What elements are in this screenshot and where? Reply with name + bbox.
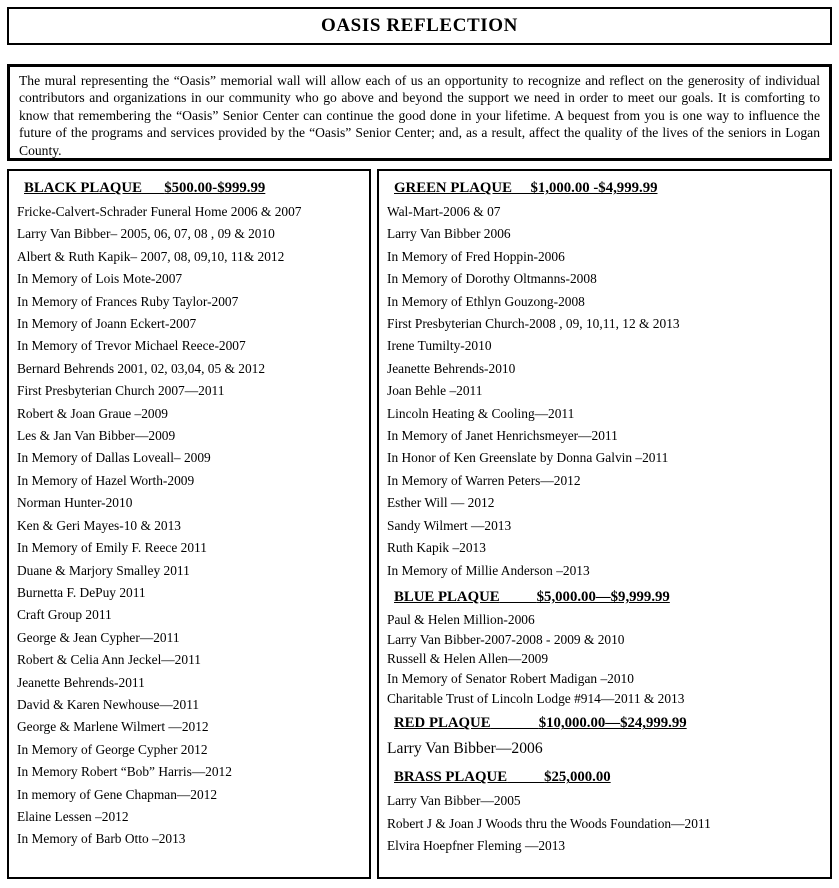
plaque-item: Ken & Geri Mayes-10 & 2013 — [17, 517, 182, 533]
plaque-item: First Presbyterian Church 2007—2011 — [17, 383, 225, 399]
heading-spacer — [512, 180, 531, 196]
plaque-item: In Memory of Millie Anderson –2013 — [387, 562, 590, 578]
plaque-item: Ruth Kapik –2013 — [387, 540, 486, 556]
plaque-item: In Memory of Senator Robert Madigan –2010 — [387, 671, 634, 687]
heading-spacer — [491, 715, 539, 731]
section-range: $5,000.00—$9,999.99 — [536, 588, 670, 605]
plaque-item: Esther Will — 2012 — [387, 495, 495, 511]
section-heading-underline — [394, 769, 611, 785]
plaque-item: Craft Group 2011 — [17, 607, 112, 623]
section-heading-underline — [394, 589, 670, 605]
plaque-item: Jeanette Behrends-2010 — [387, 360, 516, 376]
section-range: $25,000.00 — [544, 769, 611, 786]
section-items-brass — [384, 790, 824, 857]
plaque-item: In Memory of Frances Ruby Taylor-2007 — [17, 293, 239, 309]
plaque-item: In Memory of Dorothy Oltmanns-2008 — [387, 271, 597, 287]
plaque-item: Larry Van Bibber—2005 — [387, 793, 521, 809]
plaque-item: First Presbyterian Church-2008 , 09, 10,11, 12 & 2013 — [387, 316, 680, 332]
plaque-item: Larry Van Bibber—2006 — [387, 740, 543, 758]
plaque-item: George & Marlene Wilmert —2012 — [17, 719, 209, 735]
section-title: BRASS PLAQUE — [394, 769, 508, 786]
plaque-item: Albert & Ruth Kapik– 2007, 08, 09,10, 11& 2012 — [17, 248, 285, 264]
plaque-item: Lincoln Heating & Cooling—2011 — [387, 405, 575, 421]
plaque-item: Russell & Helen Allen—2009 — [387, 651, 549, 667]
plaque-item: In Memory of Warren Peters—2012 — [387, 472, 581, 488]
plaque-item: Charitable Trust of Lincoln Lodge #914—2011 & 2013 — [387, 690, 685, 706]
plaque-item: Sandy Wilmert —2013 — [387, 517, 512, 533]
plaque-item: Les & Jan Van Bibber—2009 — [17, 428, 176, 444]
plaque-item: In Memory of Barb Otto –2013 — [17, 831, 186, 847]
section-title: BLACK PLAQUE — [24, 180, 142, 196]
plaque-item: In Memory of Joann Eckert-2007 — [17, 316, 197, 332]
plaque-item: George & Jean Cypher—2011 — [17, 629, 180, 645]
left-plaque-panel — [7, 169, 371, 879]
section-range: $1,000.00 -$4,999.99 — [530, 180, 658, 196]
plaque-item: Norman Hunter-2010 — [17, 495, 133, 511]
section-items-red — [384, 736, 824, 762]
plaque-item: Larry Van Bibber– 2005, 06, 07, 08 , 09 & 2010 — [17, 226, 275, 242]
plaque-item: In Memory of Janet Henrichsmeyer—2011 — [387, 428, 618, 444]
section-title: GREEN PLAQUE — [394, 180, 512, 196]
plaque-item: In Memory of Dallas Loveall– 2009 — [17, 450, 211, 466]
plaque-item: Joan Behle –2011 — [387, 383, 483, 399]
heading-spacer — [507, 769, 544, 785]
section-heading-red — [394, 713, 824, 733]
plaque-item: In Memory of Emily F. Reece 2011 — [17, 540, 207, 556]
plaque-item: Burnetta F. DePuy 2011 — [17, 584, 146, 600]
plaque-item: Duane & Marjory Smalley 2011 — [17, 562, 190, 578]
plaque-item: Robert & Celia Ann Jeckel—2011 — [17, 652, 201, 668]
heading-spacer — [142, 180, 164, 196]
section-title: BLUE PLAQUE — [394, 588, 500, 605]
plaque-item: In Memory of Fred Hoppin-2006 — [387, 248, 565, 264]
section-heading-green — [394, 178, 824, 198]
plaque-item: In Memory of George Cypher 2012 — [17, 741, 208, 757]
intro-paragraph: The mural representing the “Oasis” memorial wall will allow each of us an opportunity to recognize and reflect on the generosity of individual contributors and organizations in our community who go above and beyond the support we need in order to meet our goals. It is comforting to know that remembering the “Oasis” Senior Center can continue the good done in your lifetime. A bequest from you is one way to influence the future of the programs and services provided by the “Oasis” Senior Center; and, as a result, affect the quality of the lives of the seniors in Logan County. — [19, 73, 820, 158]
plaque-item: In Memory of Lois Mote-2007 — [17, 271, 183, 287]
section-items-blue — [384, 610, 824, 709]
title-box — [7, 7, 832, 45]
plaque-item: In Memory of Ethlyn Gouzong-2008 — [387, 293, 585, 309]
plaque-item: In Memory of Hazel Worth-2009 — [17, 472, 195, 488]
section-heading-brass — [394, 767, 824, 787]
section-items-black — [14, 201, 363, 851]
section-heading-blue — [394, 587, 824, 607]
plaque-item: Robert J & Joan J Woods thru the Woods Foundation—2011 — [387, 815, 711, 831]
section-range: $10,000.00—$24,999.99 — [538, 715, 687, 732]
plaque-item: Bernard Behrends 2001, 02, 03,04, 05 & 2012 — [17, 360, 266, 376]
section-heading-underline — [394, 180, 658, 196]
plaque-item: Fricke-Calvert-Schrader Funeral Home 2006 & 2007 — [17, 204, 302, 219]
page-title: OASIS REFLECTION — [320, 15, 518, 36]
heading-spacer — [500, 589, 537, 605]
plaque-item: Elaine Lessen –2012 — [17, 808, 129, 824]
plaque-item: Larry Van Bibber 2006 — [387, 226, 511, 242]
right-plaque-panel — [377, 169, 832, 879]
plaque-columns — [7, 169, 832, 879]
plaque-item: Elvira Hoepfner Fleming —2013 — [387, 838, 566, 854]
plaque-item: David & Karen Newhouse—2011 — [17, 696, 200, 712]
plaque-item: In Honor of Ken Greenslate by Donna Galvin –2011 — [387, 450, 669, 466]
plaque-item: In Memory of Trevor Michael Reece-2007 — [17, 338, 246, 354]
section-heading-black — [24, 178, 363, 198]
plaque-item: In memory of Gene Chapman—2012 — [17, 786, 218, 802]
intro-box — [7, 64, 832, 161]
section-title: RED PLAQUE — [394, 715, 491, 732]
plaque-item: Robert & Joan Graue –2009 — [17, 405, 168, 421]
plaque-item: Larry Van Bibber-2007-2008 - 2009 & 2010 — [387, 631, 625, 647]
plaque-item: Wal-Mart-2006 & 07 — [387, 204, 501, 219]
plaque-item: Paul & Helen Million-2006 — [387, 611, 535, 627]
section-heading-underline — [394, 715, 687, 731]
section-range: $500.00-$999.99 — [164, 180, 266, 196]
plaque-item: Irene Tumilty-2010 — [387, 338, 492, 354]
section-items-green — [384, 201, 824, 582]
plaque-item: In Memory Robert “Bob” Harris—2012 — [17, 764, 232, 780]
plaque-item: Jeanette Behrends-2011 — [17, 674, 145, 690]
section-heading-underline — [24, 180, 265, 196]
